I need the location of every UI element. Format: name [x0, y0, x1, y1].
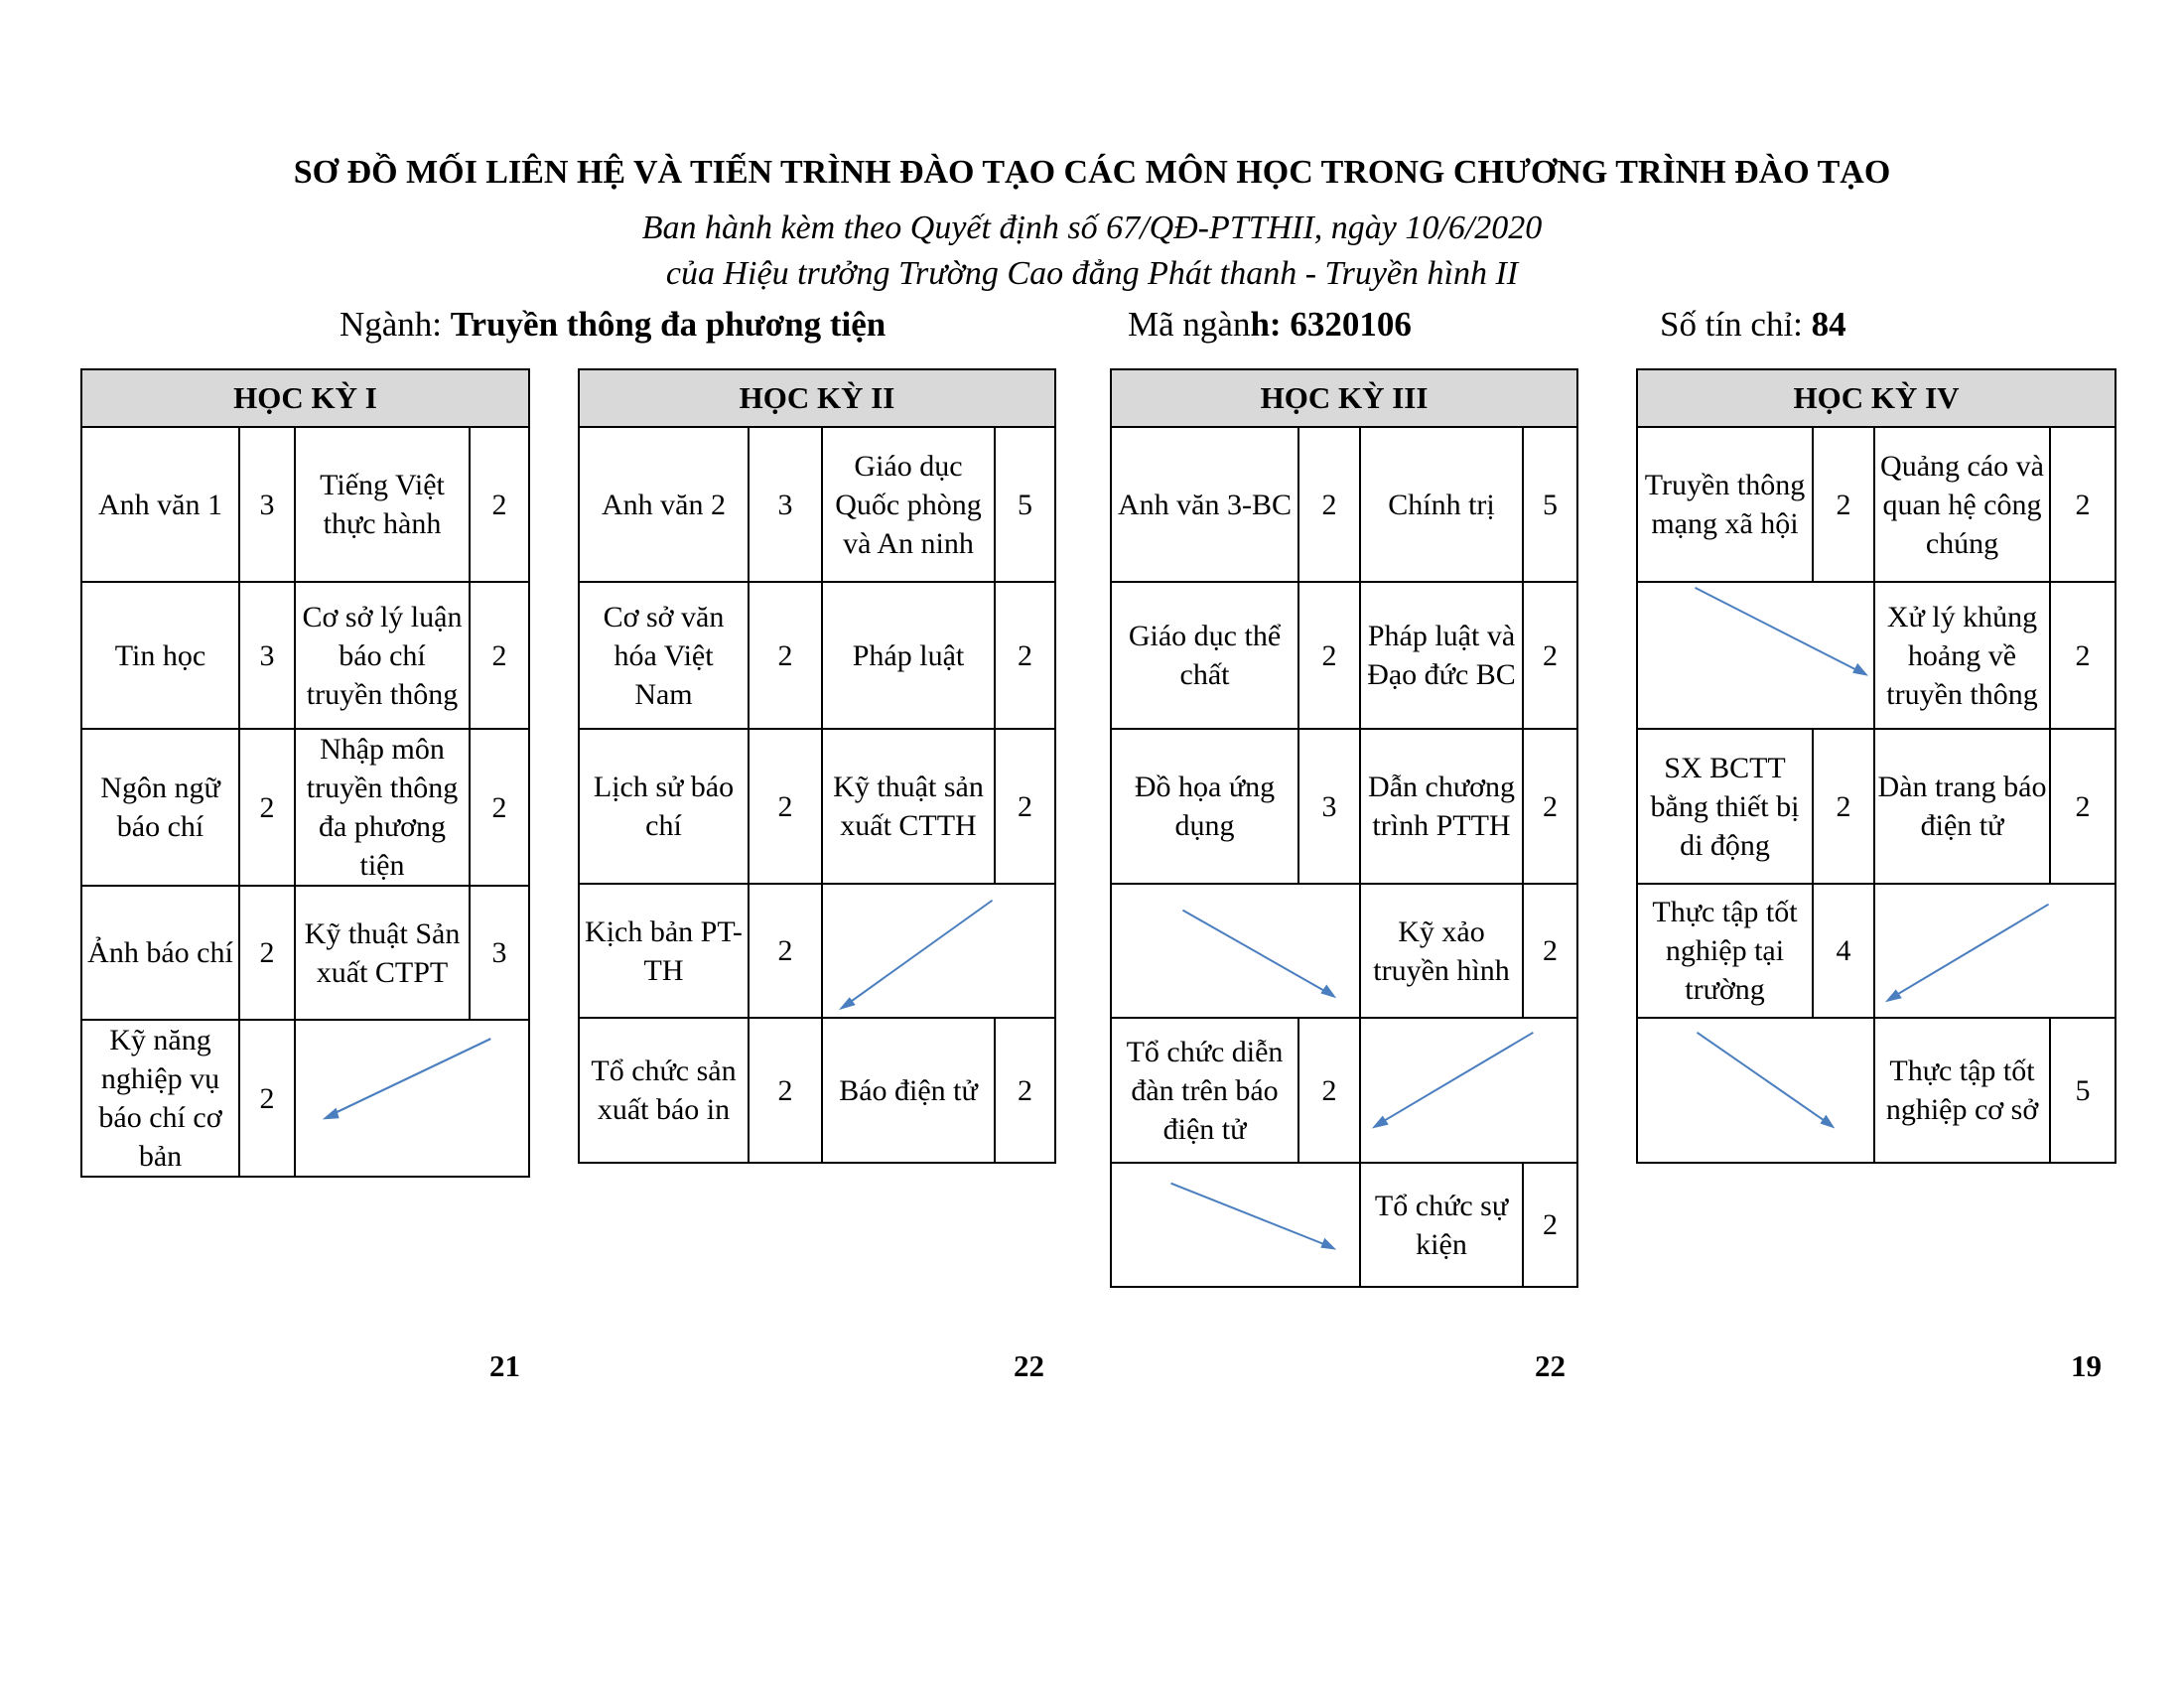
course-name: Cơ sở lý luận báo chí truyền thông — [295, 582, 470, 729]
course-name: Pháp luật — [822, 582, 995, 729]
course-credits: 2 — [239, 729, 295, 886]
semester-1-table — [80, 368, 530, 1178]
course-credits: 2 — [995, 1018, 1055, 1163]
course-name: Quảng cáo và quan hệ công chúng — [1874, 427, 2050, 582]
course-name: Anh văn 2 — [579, 427, 749, 582]
course-name: Kịch bản PT-TH — [579, 884, 749, 1018]
course-credits: 2 — [1523, 582, 1577, 729]
course-credits: 3 — [470, 886, 529, 1020]
course-name: Tiếng Việt thực hành — [295, 427, 470, 582]
issuer-subtitle: của Hiệu trưởng Trường Cao đẳng Phát thanh - Truyền hình II — [665, 255, 1519, 292]
credits-label: Số tín chỉ: — [1660, 305, 1812, 344]
semester-3-total: 22 — [1535, 1348, 1566, 1383]
course-credits: 2 — [749, 582, 822, 729]
flow-arrow-cell — [822, 884, 1055, 1018]
flow-arrow-cell — [1360, 1018, 1577, 1163]
course-name: Nhập môn truyền thông đa phương tiện — [295, 729, 470, 886]
course-name: Anh văn 3-BC — [1111, 427, 1298, 582]
course-credits: 2 — [1523, 1163, 1577, 1287]
course-credits: 3 — [239, 582, 295, 729]
course-name: Thực tập tốt nghiệp tại trường — [1637, 884, 1813, 1018]
credits-info — [1660, 305, 1846, 345]
course-name: Dẫn chương trình PTTH — [1360, 729, 1523, 884]
course-credits: 2 — [995, 582, 1055, 729]
course-credits: 2 — [1813, 729, 1874, 884]
course-name: Ảnh báo chí — [81, 886, 239, 1020]
course-name: Kỹ năng nghiệp vụ báo chí cơ bản — [81, 1020, 239, 1177]
major-info — [340, 305, 886, 345]
flow-arrow — [823, 885, 1054, 1017]
course-credits: 2 — [470, 582, 529, 729]
course-credits: 2 — [470, 729, 529, 886]
flow-arrow-cell — [1637, 582, 1874, 729]
credits-value: 84 — [1811, 305, 1846, 344]
course-credits: 2 — [2050, 729, 2116, 884]
course-name: Anh văn 1 — [81, 427, 239, 582]
course-name: Ngôn ngữ báo chí — [81, 729, 239, 886]
flow-arrow-cell — [1111, 1163, 1360, 1287]
course-name: Pháp luật và Đạo đức BC — [1360, 582, 1523, 729]
major-label: Ngành: — [340, 305, 451, 344]
major-code-label: Mã ngàn — [1128, 305, 1251, 344]
course-name: Giáo dục thể chất — [1111, 582, 1298, 729]
flow-arrow — [1112, 885, 1359, 1017]
course-credits: 2 — [1298, 1018, 1360, 1163]
course-name: Truyền thông mạng xã hội — [1637, 427, 1813, 582]
major-code-info — [1128, 305, 1412, 345]
course-credits: 2 — [1813, 427, 1874, 582]
course-name: Kỹ thuật sản xuất CTTH — [822, 729, 995, 884]
course-credits: 2 — [1523, 729, 1577, 884]
course-credits: 2 — [1298, 582, 1360, 729]
course-credits: 2 — [995, 729, 1055, 884]
course-credits: 2 — [1523, 884, 1577, 1018]
major-code-value: h: 6320106 — [1250, 305, 1412, 344]
semester-3-table — [1110, 368, 1578, 1288]
course-credits: 2 — [2050, 427, 2116, 582]
course-credits: 2 — [1298, 427, 1360, 582]
course-name: SX BCTT bằng thiết bị di động — [1637, 729, 1813, 884]
course-credits: 2 — [239, 1020, 295, 1177]
course-credits: 5 — [1523, 427, 1577, 582]
major-value: Truyền thông đa phương tiện — [450, 305, 887, 344]
course-name: Xử lý khủng hoảng về truyền thông — [1874, 582, 2050, 729]
course-credits: 5 — [995, 427, 1055, 582]
flow-arrow-cell — [1111, 884, 1360, 1018]
semester-4-header: HỌC KỲ IV — [1637, 369, 2116, 427]
flow-arrow — [1112, 1164, 1359, 1286]
course-credits: 2 — [2050, 582, 2116, 729]
flow-arrow-cell — [295, 1020, 529, 1177]
decision-subtitle: Ban hành kèm theo Quyết định số 67/QĐ-PTTHII, ngày 10/6/2020 — [641, 210, 1543, 246]
course-credits: 3 — [749, 427, 822, 582]
course-credits: 2 — [239, 886, 295, 1020]
semester-2-header: HỌC KỲ II — [579, 369, 1055, 427]
page-title: SƠ ĐỒ MỐI LIÊN HỆ VÀ TIẾN TRÌNH ĐÀO TẠO CÁC MÔN HỌC TRONG CHƯƠNG TRÌNH ĐÀO TẠO — [293, 154, 1891, 191]
course-name: Chính trị — [1360, 427, 1523, 582]
course-name: Kỹ thuật Sản xuất CTPT — [295, 886, 470, 1020]
course-name: Thực tập tốt nghiệp cơ sở — [1874, 1018, 2050, 1163]
course-name: Tổ chức sự kiện — [1360, 1163, 1523, 1287]
semester-1-header: HỌC KỲ I — [81, 369, 529, 427]
course-name: Dàn trang báo điện tử — [1874, 729, 2050, 884]
course-credits: 3 — [239, 427, 295, 582]
course-credits: 2 — [470, 427, 529, 582]
flow-arrow — [1638, 1019, 1873, 1162]
course-credits: 4 — [1813, 884, 1874, 1018]
semester-4-table — [1636, 368, 2116, 1164]
flow-arrow — [296, 1021, 528, 1176]
course-name: Giáo dục Quốc phòng và An ninh — [822, 427, 995, 582]
course-name: Tin học — [81, 582, 239, 729]
course-credits: 2 — [749, 1018, 822, 1163]
course-name: Cơ sở văn hóa Việt Nam — [579, 582, 749, 729]
course-name: Tổ chức diễn đàn trên báo điện tử — [1111, 1018, 1298, 1163]
flow-arrow — [1638, 583, 1873, 728]
flow-arrow-cell — [1637, 1018, 1874, 1163]
flow-arrow — [1361, 1019, 1576, 1162]
course-name: Tổ chức sản xuất báo in — [579, 1018, 749, 1163]
semester-2-table — [578, 368, 1056, 1164]
semester-3-header: HỌC KỲ III — [1111, 369, 1577, 427]
course-name: Đồ họa ứng dụng — [1111, 729, 1298, 884]
flow-arrow — [1875, 885, 2115, 1017]
course-credits: 2 — [749, 729, 822, 884]
semester-2-total: 22 — [1014, 1348, 1044, 1383]
course-credits: 5 — [2050, 1018, 2116, 1163]
semester-4-total: 19 — [2071, 1348, 2102, 1383]
course-name: Kỹ xảo truyền hình — [1360, 884, 1523, 1018]
course-credits: 2 — [749, 884, 822, 1018]
course-name: Lịch sử báo chí — [579, 729, 749, 884]
course-name: Báo điện tử — [822, 1018, 995, 1163]
flow-arrow-cell — [1874, 884, 2116, 1018]
semester-1-total: 21 — [489, 1348, 520, 1383]
course-credits: 3 — [1298, 729, 1360, 884]
